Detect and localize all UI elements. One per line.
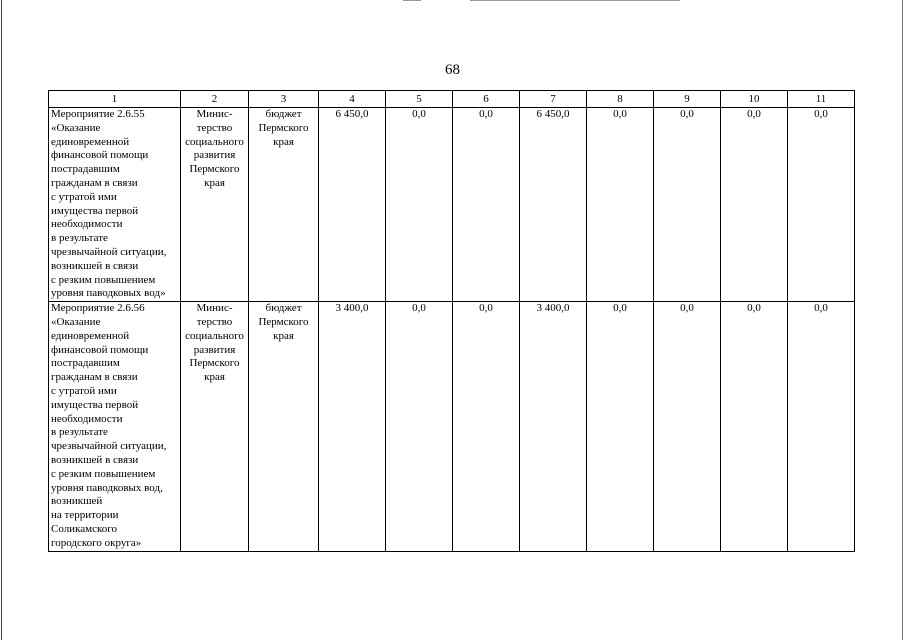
value-cell: 0,0 — [587, 302, 654, 551]
scan-top-mark — [403, 0, 421, 1]
scan-edge-right — [902, 0, 903, 640]
column-header: 11 — [788, 91, 855, 108]
value-cell: 0,0 — [453, 108, 520, 302]
value-cell: 0,0 — [721, 302, 788, 551]
value-cell: 0,0 — [788, 302, 855, 551]
column-header: 8 — [587, 91, 654, 108]
column-header: 5 — [386, 91, 453, 108]
value-cell: 0,0 — [788, 108, 855, 302]
value-cell: 0,0 — [654, 302, 721, 551]
page-number: 68 — [445, 62, 460, 78]
header-row — [49, 91, 855, 108]
column-header: 6 — [453, 91, 520, 108]
column-header: 7 — [520, 91, 587, 108]
column-header: 3 — [249, 91, 319, 108]
value-cell: 0,0 — [654, 108, 721, 302]
column-header: 2 — [181, 91, 249, 108]
column-header: 9 — [654, 91, 721, 108]
executor-cell: Минис- терство социального развития Пермского края — [181, 108, 249, 302]
value-cell: 0,0 — [721, 108, 788, 302]
column-header: 1 — [49, 91, 181, 108]
activity-name-cell: Мероприятие 2.6.55 «Оказание единовременной финансовой помощи пострадавшим гражданам в связи с утратой ими имущества первой необходимости в результате чрезвычайной ситуации, возникшей в связи с резким повышением уровня паводковых вод» — [49, 108, 181, 302]
value-cell: 0,0 — [453, 302, 520, 551]
column-header: 4 — [319, 91, 386, 108]
value-cell: 0,0 — [587, 108, 654, 302]
scan-top-mark — [470, 0, 680, 1]
value-cell: 3 400,0 — [319, 302, 386, 551]
activity-name-cell: Мероприятие 2.6.56 «Оказание единовременной финансовой помощи пострадавшим гражданам в связи с утратой ими имущества первой необходимости в результате чрезвычайной ситуации, возникшей в связи с резким повышением уровня паводковых вод, возникшей на территории Соликамского городского округа» — [49, 302, 181, 551]
funding-source-cell: бюджет Пермского края — [249, 108, 319, 302]
value-cell: 3 400,0 — [520, 302, 587, 551]
scan-edge-left — [1, 0, 2, 640]
value-cell: 6 450,0 — [319, 108, 386, 302]
column-header: 10 — [721, 91, 788, 108]
table-row — [49, 302, 855, 551]
table-row — [49, 108, 855, 302]
value-cell: 0,0 — [386, 302, 453, 551]
funding-source-cell: бюджет Пермского края — [249, 302, 319, 551]
budget-table — [48, 90, 855, 552]
value-cell: 6 450,0 — [520, 108, 587, 302]
executor-cell: Минис- терство социального развития Пермского края — [181, 302, 249, 551]
value-cell: 0,0 — [386, 108, 453, 302]
